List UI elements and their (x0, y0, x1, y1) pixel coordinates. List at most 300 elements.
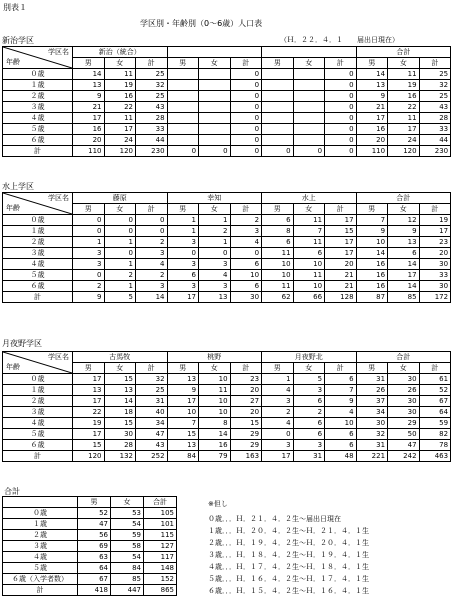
cell-value (199, 135, 231, 146)
cell-value: 0 (325, 135, 357, 146)
school-header: 新治（統合） (73, 47, 168, 58)
table-row (3, 374, 451, 385)
cell-value: 13 (167, 374, 199, 385)
cell-value: 22 (104, 102, 136, 113)
school-header: 幸知 (167, 193, 262, 204)
cell-value: 1 (167, 215, 199, 226)
cell-value: 4 (262, 418, 294, 429)
table-row (3, 385, 451, 396)
cell-value: 17 (104, 124, 136, 135)
cell-value: 14 (388, 281, 420, 292)
cell-value: 0 (230, 69, 262, 80)
cell-value: 0 (230, 113, 262, 124)
cell-value: 11 (388, 113, 420, 124)
cell-value: 9 (388, 226, 420, 237)
cell-value: 66 (293, 292, 325, 303)
section-title-tsukiyono: 月夜野学区 (2, 339, 42, 348)
table-row (3, 102, 451, 113)
cell-value: 30 (230, 292, 262, 303)
cell-value: 19 (419, 215, 451, 226)
cell-value: 0 (262, 146, 294, 157)
cell-value: 12 (388, 215, 420, 226)
sub-header: 計 (136, 204, 168, 215)
cell-value: 1 (104, 237, 136, 248)
cell-value: 0 (325, 113, 357, 124)
cell-value: 62 (262, 292, 294, 303)
sub-header: 男 (356, 58, 388, 69)
cell-value: 17 (73, 113, 105, 124)
cell-value: 128 (325, 292, 357, 303)
cell-value: 28 (419, 113, 451, 124)
cell-value: 21 (356, 102, 388, 113)
cell-value: 25 (136, 69, 168, 80)
table-row (3, 563, 177, 574)
cell-value: 15 (104, 374, 136, 385)
cell-value: 85 (388, 292, 420, 303)
cell-value: 28 (136, 113, 168, 124)
header-diagonal (3, 47, 73, 69)
table-row (3, 451, 451, 462)
cell-value: 63 (78, 552, 111, 563)
cell-value: 7 (167, 418, 199, 429)
cell-value: 2 (262, 407, 294, 418)
cell-value: 25 (419, 69, 451, 80)
cell-value: 54 (111, 552, 144, 563)
cell-value: 6 (293, 418, 325, 429)
cell-value: 43 (419, 102, 451, 113)
age-label: 計 (3, 585, 78, 596)
cell-value: 9 (356, 91, 388, 102)
age-label: ５歳 (3, 429, 73, 440)
sub-header: 女 (111, 497, 144, 508)
cell-value: 54 (111, 519, 144, 530)
sub-header: 計 (325, 363, 357, 374)
sub-header: 女 (104, 204, 136, 215)
cell-value: 0 (262, 429, 294, 440)
cell-value: 20 (356, 135, 388, 146)
cell-value: 0 (136, 215, 168, 226)
table-row (3, 281, 451, 292)
cell-value: 30 (104, 429, 136, 440)
cell-value: 18 (104, 407, 136, 418)
cell-value: 0 (73, 226, 105, 237)
age-label: ５歳 (3, 563, 78, 574)
blank-header (3, 497, 78, 508)
cell-value: 14 (199, 429, 231, 440)
cell-value: 10 (199, 407, 231, 418)
cell-value: 17 (325, 237, 357, 248)
cell-value: 16 (356, 124, 388, 135)
cell-value: 32 (356, 429, 388, 440)
cell-value: 14 (136, 292, 168, 303)
cell-value: 3 (262, 396, 294, 407)
cell-value: 16 (104, 91, 136, 102)
cell-value: 1 (104, 259, 136, 270)
cell-value: 34 (356, 407, 388, 418)
cell-value: 30 (356, 418, 388, 429)
school-header: 桃野 (167, 352, 262, 363)
cell-value: 67 (78, 574, 111, 585)
cell-value: 31 (356, 440, 388, 451)
cell-value: 10 (293, 259, 325, 270)
cell-value (199, 124, 231, 135)
cell-value: 84 (167, 451, 199, 462)
cell-value: 43 (136, 102, 168, 113)
cell-value: 11 (104, 113, 136, 124)
sub-header: 女 (388, 58, 420, 69)
cell-value: 50 (388, 429, 420, 440)
age-label: ０歳 (3, 69, 73, 80)
doc-label: 別表１ (3, 3, 27, 12)
cell-value: 120 (104, 146, 136, 157)
age-label: ４歳 (3, 418, 73, 429)
cell-value: 1 (104, 281, 136, 292)
cell-value: 78 (419, 440, 451, 451)
sub-header: 計 (419, 204, 451, 215)
age-label: ０歳 (3, 508, 78, 519)
age-label: ３歳 (3, 407, 73, 418)
school-header: 合計 (356, 193, 451, 204)
table-row (3, 292, 451, 303)
table-row (3, 418, 451, 429)
cell-value: 33 (136, 124, 168, 135)
cell-value: 21 (325, 281, 357, 292)
cell-value: 5 (104, 292, 136, 303)
cell-value: 82 (419, 429, 451, 440)
cell-value: 6 (325, 440, 357, 451)
cell-value (167, 135, 199, 146)
cell-value: 64 (78, 563, 111, 574)
cell-value: 3 (73, 259, 105, 270)
cell-value: 3 (199, 259, 231, 270)
cell-value (167, 124, 199, 135)
cell-value: 31 (136, 396, 168, 407)
cell-value: 10 (199, 396, 231, 407)
cell-value: 21 (73, 102, 105, 113)
cell-value: 16 (73, 124, 105, 135)
cell-value: 1 (73, 237, 105, 248)
cell-value (167, 69, 199, 80)
cell-value: 0 (293, 146, 325, 157)
cell-value: 10 (199, 374, 231, 385)
cell-value: 172 (419, 292, 451, 303)
age-label: 計 (3, 292, 73, 303)
cell-value: 6 (167, 270, 199, 281)
sub-header: 計 (419, 58, 451, 69)
cell-value (262, 102, 294, 113)
sub-header: 男 (73, 58, 105, 69)
table-row (3, 585, 177, 596)
cell-value: 17 (325, 215, 357, 226)
age-label: ３歳 (3, 541, 78, 552)
age-label: ３歳 (3, 102, 73, 113)
cell-value: 32 (136, 80, 168, 91)
cell-value: 30 (388, 374, 420, 385)
table-tsukiyono (2, 351, 451, 462)
table-row (3, 407, 451, 418)
age-label: ４歳 (3, 259, 73, 270)
cell-value (293, 80, 325, 91)
cell-value: 17 (356, 113, 388, 124)
header-school-label: 学区名 (48, 48, 69, 56)
cell-value: 32 (136, 374, 168, 385)
cell-value: 44 (419, 135, 451, 146)
sub-header: 女 (388, 363, 420, 374)
cell-value: 19 (388, 80, 420, 91)
cell-value: 14 (356, 248, 388, 259)
table-row (3, 226, 451, 237)
cell-value: 17 (73, 396, 105, 407)
table-row (3, 440, 451, 451)
age-label: ５歳 (3, 270, 73, 281)
age-label: ０歳 (3, 374, 73, 385)
cell-value: 14 (356, 69, 388, 80)
cell-value: 163 (230, 451, 262, 462)
sub-header: 女 (104, 58, 136, 69)
cell-value: 6 (293, 248, 325, 259)
age-label: ６歳 (3, 281, 73, 292)
cell-value: 27 (230, 396, 262, 407)
cell-value: 4 (230, 237, 262, 248)
sub-header: 女 (293, 363, 325, 374)
cell-value: 0 (199, 146, 231, 157)
table-row (3, 146, 451, 157)
cell-value (199, 113, 231, 124)
cell-value: 13 (104, 385, 136, 396)
cell-value: 110 (73, 146, 105, 157)
table-row (3, 80, 451, 91)
cell-value: 13 (388, 237, 420, 248)
cell-value: 20 (419, 248, 451, 259)
cell-value: 3 (293, 385, 325, 396)
cell-value (167, 113, 199, 124)
cell-value: 47 (388, 440, 420, 451)
cell-value (167, 102, 199, 113)
cell-value: 87 (356, 292, 388, 303)
cell-value: 20 (230, 407, 262, 418)
cell-value: 6 (293, 396, 325, 407)
cell-value: 2 (293, 407, 325, 418)
age-label: 計 (3, 451, 73, 462)
cell-value: 19 (73, 418, 105, 429)
note-line: ０歳．．．Ｈ．２１．４．２生～届出日現在 (208, 515, 341, 523)
sub-header: 計 (230, 58, 262, 69)
sub-header: 計 (325, 58, 357, 69)
cell-value: 15 (325, 226, 357, 237)
header-school-label: 学区名 (48, 194, 69, 202)
cell-value: 9 (325, 396, 357, 407)
cell-value: 6 (262, 237, 294, 248)
cell-value (262, 113, 294, 124)
cell-value: 6 (230, 281, 262, 292)
sub-header: 計 (230, 204, 262, 215)
cell-value: 15 (73, 440, 105, 451)
table-shinji (2, 46, 451, 157)
cell-value: 3 (199, 281, 231, 292)
cell-value: 101 (144, 519, 177, 530)
age-label: 計 (3, 146, 73, 157)
cell-value: 17 (419, 226, 451, 237)
sub-header: 計 (230, 363, 262, 374)
age-label: ０歳 (3, 215, 73, 226)
cell-value: 230 (136, 146, 168, 157)
sub-header: 女 (388, 204, 420, 215)
cell-value (262, 80, 294, 91)
cell-value: 6 (230, 259, 262, 270)
cell-value: 13 (199, 292, 231, 303)
cell-value: 17 (167, 292, 199, 303)
cell-value: 29 (388, 418, 420, 429)
cell-value: 61 (419, 374, 451, 385)
cell-value: 0 (136, 226, 168, 237)
cell-value: 11 (199, 385, 231, 396)
school-header (167, 47, 262, 58)
cell-value: 3 (167, 237, 199, 248)
cell-value: 0 (167, 146, 199, 157)
cell-value: 0 (325, 102, 357, 113)
cell-value: 14 (73, 69, 105, 80)
cell-value: 9 (73, 91, 105, 102)
cell-value: 43 (136, 440, 168, 451)
table-row (3, 574, 177, 585)
cell-value: 23 (230, 374, 262, 385)
cell-value: 67 (419, 396, 451, 407)
age-label: ２歳 (3, 237, 73, 248)
cell-value: 14 (388, 259, 420, 270)
sub-header: 女 (104, 363, 136, 374)
age-label: ６歳 (3, 135, 73, 146)
table-row (3, 396, 451, 407)
cell-value: 25 (419, 91, 451, 102)
cell-value: 37 (356, 396, 388, 407)
table-row (3, 248, 451, 259)
table-row (3, 530, 177, 541)
header-age-label: 年齢 (6, 58, 20, 66)
cell-value: 29 (230, 440, 262, 451)
table-row (3, 270, 451, 281)
age-label: １歳 (3, 385, 73, 396)
age-label: ５歳 (3, 124, 73, 135)
cell-value: 31 (356, 374, 388, 385)
school-header: 月夜野北 (262, 352, 357, 363)
sub-header: 合計 (144, 497, 177, 508)
table-row (3, 124, 451, 135)
cell-value: 13 (356, 80, 388, 91)
cell-value (167, 91, 199, 102)
cell-value: 20 (325, 259, 357, 270)
cell-value: 17 (73, 374, 105, 385)
cell-value: 47 (136, 429, 168, 440)
cell-value: 8 (199, 418, 231, 429)
section-title-shinji: 新治学区 (2, 36, 34, 45)
section-title-minakami: 水上学区 (2, 182, 34, 191)
header-diagonal (3, 352, 73, 374)
cell-value: 8 (262, 226, 294, 237)
cell-value: 30 (388, 396, 420, 407)
age-label: ４歳 (3, 113, 73, 124)
cell-value: 47 (78, 519, 111, 530)
note-line: １歳．．．Ｈ．２０．４．２生～Ｈ．２１．４．１生 (208, 527, 369, 535)
cell-value: 0 (325, 146, 357, 157)
sub-header: 女 (199, 204, 231, 215)
note-line: ４歳．．．Ｈ．１７．４．２生～Ｈ．１８．４．１生 (208, 563, 369, 571)
cell-value: 25 (136, 385, 168, 396)
cell-value: 0 (325, 69, 357, 80)
cell-value: 28 (104, 440, 136, 451)
cell-value: 447 (111, 585, 144, 596)
cell-value: 16 (356, 270, 388, 281)
cell-value: 2 (104, 270, 136, 281)
table-row (3, 519, 177, 530)
sub-header: 計 (325, 204, 357, 215)
table-row (3, 215, 451, 226)
cell-value: 16 (388, 91, 420, 102)
table-row (3, 113, 451, 124)
sub-header: 男 (73, 363, 105, 374)
age-label: ６歳（入学者数） (3, 574, 78, 585)
cell-value: 120 (73, 451, 105, 462)
age-label: ４歳 (3, 552, 78, 563)
cell-value: 2 (230, 215, 262, 226)
cell-value: 58 (111, 541, 144, 552)
cell-value: 59 (111, 530, 144, 541)
cell-value: 79 (199, 451, 231, 462)
cell-value: 53 (111, 508, 144, 519)
sub-header: 女 (293, 58, 325, 69)
cell-value: 11 (262, 248, 294, 259)
cell-value: 1 (262, 374, 294, 385)
cell-value: 6 (262, 215, 294, 226)
sub-header: 男 (262, 58, 294, 69)
cell-value (262, 69, 294, 80)
cell-value: 22 (388, 102, 420, 113)
cell-value: 7 (356, 215, 388, 226)
sub-header: 男 (262, 204, 294, 215)
cell-value: 21 (325, 270, 357, 281)
cell-value: 3 (167, 281, 199, 292)
cell-value: 117 (144, 552, 177, 563)
cell-value: 25 (136, 91, 168, 102)
cell-value: 105 (144, 508, 177, 519)
sub-header: 男 (356, 204, 388, 215)
cell-value: 15 (167, 429, 199, 440)
cell-value: 59 (419, 418, 451, 429)
cell-value (293, 69, 325, 80)
cell-value: 252 (136, 451, 168, 462)
cell-value: 13 (73, 385, 105, 396)
header-age-label: 年齢 (6, 204, 20, 212)
sub-header: 男 (167, 58, 199, 69)
cell-value: 6 (325, 374, 357, 385)
age-label: ２歳 (3, 530, 78, 541)
cell-value: 7 (325, 385, 357, 396)
cell-value: 10 (356, 237, 388, 248)
cell-value: 11 (293, 270, 325, 281)
cell-value (293, 135, 325, 146)
cell-value: 16 (356, 259, 388, 270)
sub-header: 計 (419, 363, 451, 374)
cell-value: 17 (388, 124, 420, 135)
cell-value (293, 113, 325, 124)
cell-value: 24 (104, 135, 136, 146)
cell-value: 30 (388, 407, 420, 418)
cell-value: 4 (136, 259, 168, 270)
cell-value: 11 (104, 69, 136, 80)
cell-value: 110 (356, 146, 388, 157)
school-header (262, 47, 357, 58)
cell-value (199, 102, 231, 113)
cell-value: 5 (293, 374, 325, 385)
